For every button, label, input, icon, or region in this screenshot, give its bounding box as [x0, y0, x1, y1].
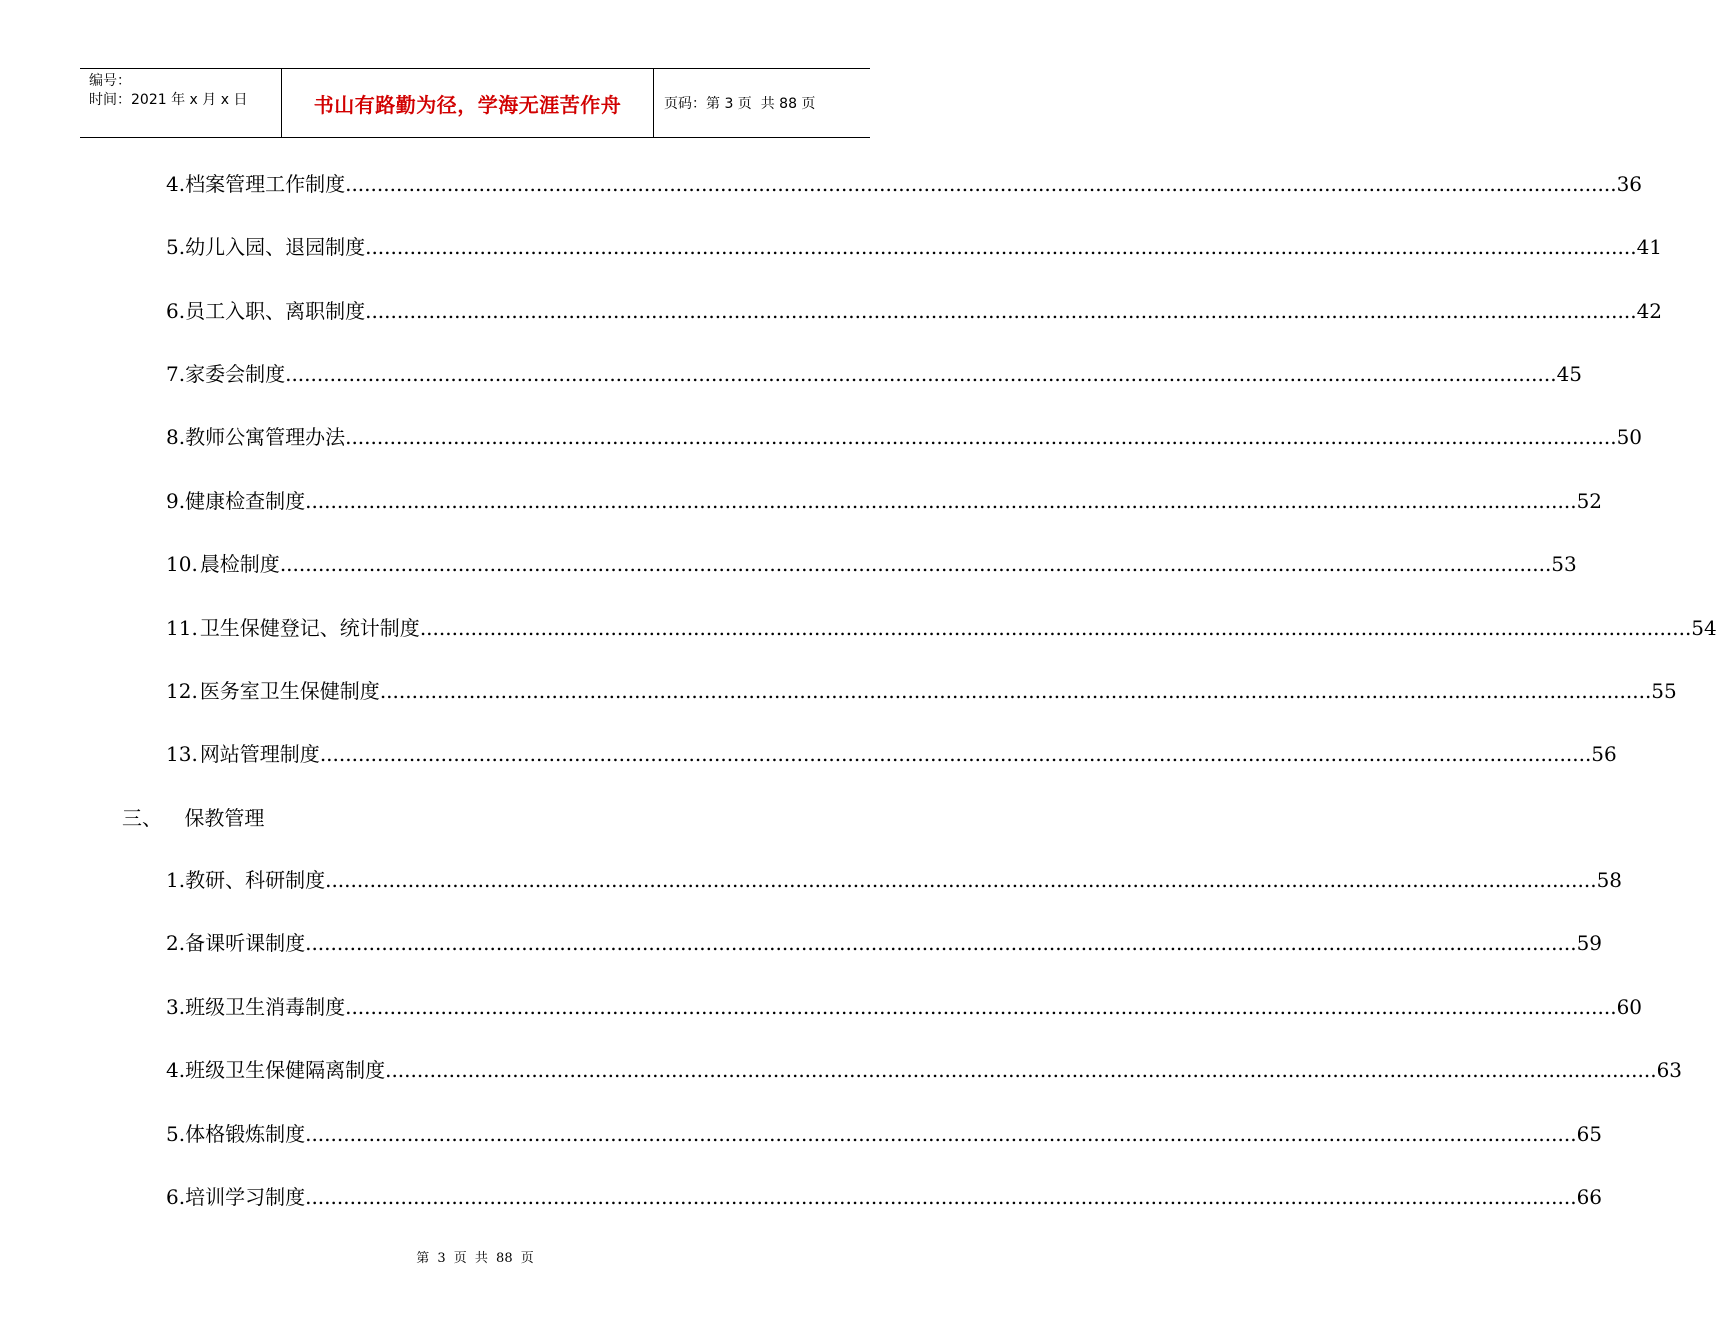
section-number: 三、	[122, 806, 162, 830]
toc-entry-page: 63	[1656, 1058, 1683, 1082]
toc-leader-dots: ........................................................................................................................................................................................................	[279, 552, 1552, 576]
toc-entry-page: 60	[1616, 995, 1643, 1019]
header-time-label: 时间：2021 年 x 月 x 日	[89, 92, 248, 108]
header-page-info-cell	[654, 69, 870, 137]
toc-leader-dots: ........................................................................................................................................................................................................	[345, 425, 1617, 449]
toc-leader-dots: ........................................................................................................................................................................................................	[345, 995, 1617, 1019]
toc-entry-number: 4.	[166, 1058, 186, 1082]
toc-entry-number: 10.	[166, 552, 198, 576]
toc-entry-number: 6.	[166, 299, 186, 323]
toc-entry-title: 幼儿入园、退园制度	[185, 235, 366, 259]
toc-entry-page: 45	[1556, 362, 1583, 386]
toc-entry[interactable]	[166, 740, 1617, 768]
toc-entry-title: 晨检制度	[199, 552, 280, 576]
section-title: 保教管理	[184, 806, 265, 830]
toc-leader-dots: ........................................................................................................................................................................................................	[305, 1122, 1577, 1146]
toc-entry-page: 36	[1616, 172, 1643, 196]
toc-entry-page: 59	[1576, 931, 1603, 955]
toc-entry-number: 3.	[166, 995, 186, 1019]
toc-entry-title: 卫生保健登记、统计制度	[199, 616, 420, 640]
toc-leader-dots: ........................................................................................................................................................................................................	[285, 362, 1557, 386]
toc-entry[interactable]	[166, 1183, 1603, 1211]
toc-entry-number: 2.	[166, 931, 186, 955]
toc-entry-title: 健康检查制度	[185, 489, 306, 513]
toc-entry-title: 网站管理制度	[199, 742, 320, 766]
toc-entry-page: 54	[1691, 616, 1717, 640]
toc-section-heading[interactable]	[122, 804, 264, 832]
toc-leader-dots: ........................................................................................................................................................................................................	[325, 868, 1597, 892]
toc-entry-page: 52	[1576, 489, 1603, 513]
toc-entry-title: 档案管理工作制度	[185, 172, 346, 196]
toc-entry-title: 培训学习制度	[185, 1185, 306, 1209]
toc-entry-page: 42	[1636, 299, 1663, 323]
header-page-info: 页码：第 3 页 共 88 页	[664, 96, 816, 112]
toc-entry-number: 4.	[166, 172, 186, 196]
toc-entry-number: 5.	[166, 235, 186, 259]
toc-entry[interactable]	[166, 1120, 1603, 1148]
toc-entry-title: 备课听课制度	[185, 931, 306, 955]
toc-entry-title: 教师公寓管理办法	[185, 425, 346, 449]
toc-entry[interactable]	[166, 1056, 1683, 1084]
toc-entry-number: 5.	[166, 1122, 186, 1146]
toc-entry-number: 1.	[166, 868, 186, 892]
toc-entry-title: 班级卫生消毒制度	[185, 995, 346, 1019]
toc-entry-title: 班级卫生保健隔离制度	[185, 1058, 386, 1082]
toc-entry[interactable]	[166, 297, 1663, 325]
toc-leader-dots: ........................................................................................................................................................................................................	[365, 235, 1637, 259]
toc-entry-number: 12.	[166, 679, 198, 703]
toc-entry[interactable]	[166, 487, 1603, 515]
toc-entry-number: 13.	[166, 742, 198, 766]
toc-entry-number: 7.	[166, 362, 186, 386]
toc-entry[interactable]	[166, 614, 1717, 642]
toc-entry[interactable]	[166, 929, 1603, 957]
toc-entry-number: 6.	[166, 1185, 186, 1209]
toc-entry-number: 11.	[166, 616, 198, 640]
toc-entry-number: 9.	[166, 489, 186, 513]
toc-leader-dots: ........................................................................................................................................................................................................	[319, 742, 1592, 766]
toc-entry-page: 65	[1576, 1122, 1603, 1146]
toc-leader-dots: ........................................................................................................................................................................................................	[305, 489, 1577, 513]
toc-entry[interactable]	[166, 170, 1643, 198]
header-meta	[80, 69, 282, 137]
toc-entry-title: 家委会制度	[185, 362, 286, 386]
header-motto-cell	[282, 69, 654, 137]
header-number-label: 编号：	[89, 73, 131, 89]
page-footer: 第 3 页 共 88 页	[416, 1251, 534, 1266]
toc-entry-title: 员工入职、离职制度	[185, 299, 366, 323]
toc-entry-page: 53	[1551, 552, 1577, 576]
toc-entry[interactable]	[166, 677, 1677, 705]
toc-entry-page: 50	[1616, 425, 1643, 449]
toc-entry-number: 8.	[166, 425, 186, 449]
toc-entry-title: 医务室卫生保健制度	[199, 679, 380, 703]
toc-entry[interactable]	[166, 866, 1623, 894]
toc-leader-dots: ........................................................................................................................................................................................................	[305, 1185, 1577, 1209]
toc-leader-dots: ........................................................................................................................................................................................................	[365, 299, 1637, 323]
toc-leader-dots: ........................................................................................................................................................................................................	[385, 1058, 1657, 1082]
toc-leader-dots: ........................................................................................................................................................................................................	[305, 931, 1577, 955]
toc-leader-dots: ........................................................................................................................................................................................................	[419, 616, 1692, 640]
toc-leader-dots: ........................................................................................................................................................................................................	[379, 679, 1652, 703]
toc-leader-dots: ........................................................................................................................................................................................................	[345, 172, 1617, 196]
page-header	[80, 68, 870, 138]
toc-entry-page: 58	[1596, 868, 1623, 892]
header-motto: 书山有路勤为径，学海无涯苦作舟	[313, 92, 622, 117]
toc-entry[interactable]	[166, 423, 1643, 451]
toc-entry[interactable]	[166, 993, 1643, 1021]
toc-entry-page: 66	[1576, 1185, 1603, 1209]
toc-entry-page: 55	[1651, 679, 1677, 703]
toc-entry-title: 教研、科研制度	[185, 868, 326, 892]
toc-entry-page: 41	[1636, 235, 1663, 259]
toc-entry[interactable]	[166, 233, 1663, 261]
toc-entry-title: 体格锻炼制度	[185, 1122, 306, 1146]
toc-entry-page: 56	[1591, 742, 1617, 766]
toc-entry[interactable]	[166, 360, 1583, 388]
toc-entry[interactable]	[166, 550, 1577, 578]
